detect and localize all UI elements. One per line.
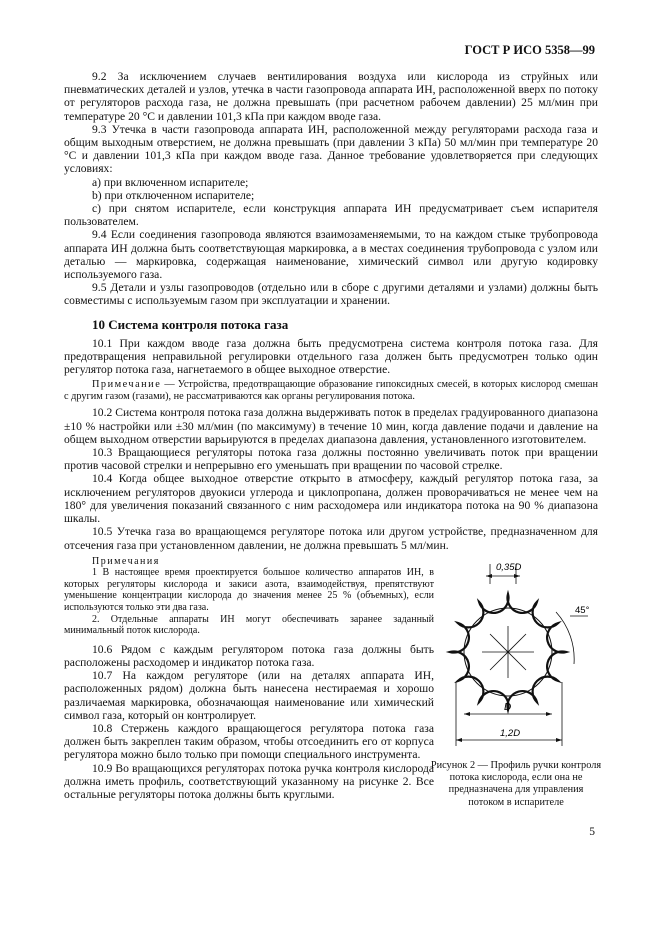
paragraph-10-3: 10.3 Вращающиеся регуляторы потока газа должны постоянно увеличивать поток при вращении против часовой стрелки и непрерывно его уменьшать при вращении по часовой стрелке. xyxy=(64,446,598,473)
narrow-column xyxy=(64,643,434,801)
angle-arc xyxy=(556,612,574,664)
section-heading-10: 10 Система контроля потока газа xyxy=(92,316,289,332)
paragraph-9-2: 9.2 За исключением случаев вентилирования воздуха или кислорода из струйных или пневматических деталей и узлов, утечка в части газопровода аппарата ИН, расположенной вверх по потоку от регуляторов расхода газа, не должна превышать (при расчетном рабочем давлении) 25 мл/мин при температуре 20 °С и давлении 101,3 кПа при каждом вводе газа. xyxy=(64,70,598,123)
list-item-a: a) при включенном испарителе; xyxy=(92,175,249,189)
paragraph-10-6: 10.6 Рядом с каждым регулятором потока газа должны быть расположены расходомер и индикатор потока газа. xyxy=(64,642,434,670)
figure-knob-profile xyxy=(438,554,596,759)
paragraph-10-8: 10.8 Стержень каждого вращающегося регулятора потока газа должен быть закреплен таким образом, чтобы отсоединить его от корпуса регулятора можно было только при помощи специального инструмента. xyxy=(64,722,434,762)
arrowhead xyxy=(514,574,520,578)
knob-profile-drawing xyxy=(438,554,596,754)
dim-d-label: D xyxy=(504,702,512,713)
figure-caption: Рисунок 2 — Профиль ручки контроля потока кислорода, если она не предназначена для управления потоком в испарителе xyxy=(430,760,602,808)
paragraph-10-9: 10.9 Во вращающихся регуляторах потока ручка контроля кислорода должна иметь профиль, соответствующий указанному на рисунке 2. Все остальные регуляторы потока должны быть круглыми. xyxy=(64,761,434,802)
note-item-1: 1 В настоящее время проектируется большое количество аппаратов ИН, в которых регуляторы кислорода и закиси азота, взаимодействуя, препятствуют уменьшение концентрации кислорода до значения менее 25 % (объемных), если используются только эти два газа. xyxy=(64,567,434,614)
list-item-b: b) при отключенном испарителе; xyxy=(92,188,255,202)
page-number: 5 xyxy=(589,826,595,838)
arrowhead xyxy=(486,574,492,578)
arrowhead xyxy=(464,712,470,716)
paragraph-10-5-wide xyxy=(64,525,598,551)
note-text: — Устройства, предотвращающие образование гипоксидных смесей, в которых кислород смешан с другим газом (газами), не рассматриваются как органы регулирования потока. xyxy=(64,379,598,403)
dim-angle-label: 45° xyxy=(575,605,590,616)
note-item-2: 2. Отдельные аппараты ИН могут обеспечивать заранее заданный минимальный поток кислорода. xyxy=(64,613,434,637)
dim-bottom-label: 1,2D xyxy=(500,728,521,739)
center-spokes xyxy=(482,626,534,678)
paragraph-10-7: 10.7 На каждом регуляторе (или на деталях аппарата ИН, расположенных рядом) должна быть нанесена нестираемая и хорошо различаемая маркировка, обозначающая наименование или химический символ газа, который он контролирует. xyxy=(64,669,434,722)
dim-top-label: 0,35D xyxy=(496,562,522,573)
paragraph-10-1: 10.1 При каждом вводе газа должна быть предусмотрена система контроля потока газа. Для предотвращения неправильной регулировки отдельного газа должен быть предусмотрен только один регулятор потока газа, нагнетаемого в общее выходное отверстие. xyxy=(64,336,598,377)
arrowhead xyxy=(456,738,462,742)
note-1 xyxy=(64,379,598,403)
list-item-c: c) при снятом испарителе, если конструкция аппарата ИН предусматривает съем испарителя пользователем. xyxy=(64,202,598,229)
notes-label: Примечания xyxy=(92,555,160,567)
note-label: Примечание xyxy=(92,379,162,391)
paragraph-9-4: 9.4 Если соединения газопровода являются взаимозаменяемыми, то на каждом стыке трубопровода аппарата ИН должна быть соответствующая маркировка, а в местах соединения трубопровода с узлом или деталью — маркировка, содержащая наименование, химический символ или другую кодировку используемого газа. xyxy=(64,228,598,282)
arrowhead xyxy=(546,712,552,716)
paragraph-9-5: 9.5 Детали и узлы газопроводов (отдельно или в сборе с другими деталями и узлами) должны быть совместимы с используемым газом при эксплуатации и хранении. xyxy=(64,281,598,308)
page-header-title: ГОСТ Р ИСО 5358—99 xyxy=(464,43,595,57)
notes-block xyxy=(64,556,434,637)
paragraph-10-5: 10.5 Утечка газа во вращающемся регуляторе потока или другом устройстве, предназначенном для отсечения газа при установленном давлении, не должна превышать 5 мл/мин. xyxy=(64,525,598,552)
arrowhead xyxy=(556,738,562,742)
paragraph-9-3: 9.3 Утечка в части газопровода аппарата ИН, расположенной между регуляторами расхода газа и общим выходным отверстием, не должна превышать (при давлении 3 кПа) 50 мл/мин при температуре 20 °С и давлении 101,3 кПа при каждом вводе газа. Данное требование удовлетворяется при следующих условиях: xyxy=(64,122,598,176)
paragraph-10-2: 10.2 Система контроля потока газа должна выдерживать поток в пределах градуированного диапазона ±10 % настройки или ±30 мл/мин (по максимуму) в течение 10 мин, когда давление подачи и давление на общем выходном отверстии варьируются в пределах диапазона давления, установленного изготовителем. xyxy=(64,406,598,446)
paragraph-10-4: 10.4 Когда общее выходное отверстие открыто в атмосферу, каждый регулятор потока газа, за исключением регуляторов двуокиси углерода и циклопропана, должен проворачиваться не менее чем на 180° для увеличения показаний связанного с ним расходомера или индикатора потока на 90 % диапазона шкалы. xyxy=(64,472,598,526)
